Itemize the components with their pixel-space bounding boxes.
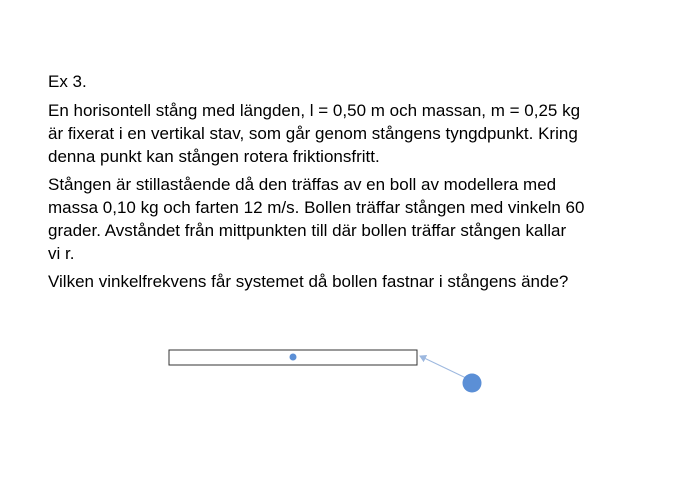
text-line: massa 0,10 kg och farten 12 m/s. Bollen träffar stången med vinkeln 60 xyxy=(48,198,585,217)
text-line: En horisontell stång med längden, l = 0,50 m och massan, m = 0,25 kg xyxy=(48,101,581,120)
text-line: är fixerat i en vertikal stav, som går genom stångens tyngdpunkt. Kring xyxy=(48,124,578,143)
text-line: vi r. xyxy=(48,244,75,263)
exercise-heading: Ex 3. xyxy=(48,72,87,91)
velocity-arrow xyxy=(420,356,466,378)
clay-ball xyxy=(463,374,482,393)
question-line: Vilken vinkelfrekvens får systemet då bollen fastnar i stångens ände? xyxy=(48,272,569,291)
text-line: grader. Avståndet från mittpunkten till där bollen träffar stången kallar xyxy=(48,221,567,240)
pivot-point xyxy=(290,354,297,361)
text-line: Stången är stillastående då den träffas av en boll av modellera med xyxy=(48,175,557,194)
text-line: denna punkt kan stången rotera friktionsfritt. xyxy=(48,147,380,166)
